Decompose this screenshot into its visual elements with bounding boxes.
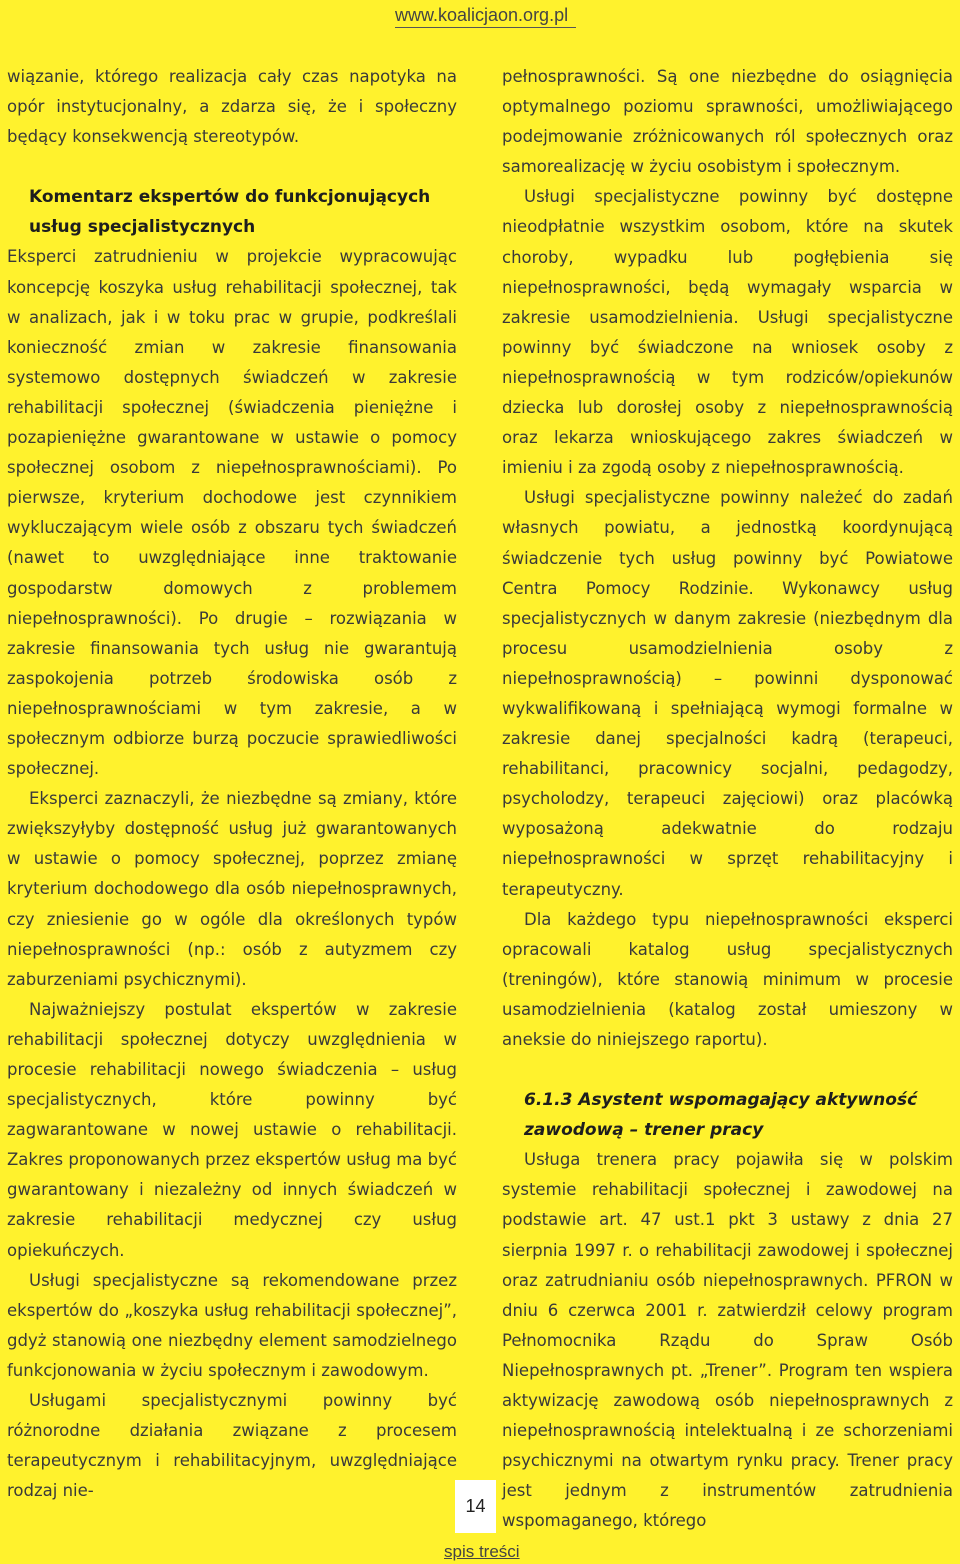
paragraph: Eksperci zaznaczyli, że niezbędne są zmiany, które zwiększyłyby dostępność usług już gwarantowanych w ustawie o pomocy społecznej, poprzez zmianę kryterium dochodowego dla osób niepełnosprawnych, czy zniesienie go w ogóle dla określonych typów niepełnosprawności (np.: osób z autyzmem czy zaburzeniami psychicznymi). xyxy=(7,789,457,989)
section-heading: Komentarz ekspertów do funkcjonujących usług specjalistycznych xyxy=(29,187,431,238)
page-number: 14 xyxy=(455,1480,496,1533)
paragraph: wiązanie, którego realizacja cały czas napotyka na opór instytucjonalny, a zdarza się, że i społeczny będący konsekwencją stereotypów. xyxy=(7,67,457,147)
paragraph: Usługami specjalistycznymi powinny być różnorodne działania związane z procesem terapeutycznym i rehabilitacyjnym, uwzględniające rodzaj nie- xyxy=(7,1391,457,1501)
subsection-heading: 6.1.3 Asystent wspomagający aktywność zawodową – trener pracy xyxy=(524,1090,918,1141)
table-of-contents-link[interactable]: spis treści xyxy=(444,1542,520,1561)
right-column xyxy=(502,62,953,1537)
paragraph: Usługi specjalistyczne powinny być dostępne nieodpłatnie wszystkim osobom, które na skutek choroby, wypadku lub pogłębienia się niepełnosprawności, będą wymagały wsparcia w zakresie usamodzielnienia. Usługi specjalistyczne powinny być świadczone na wniosek osoby z niepełnosprawnością w tym rodziców/opiekunów dziecka lub dorosłej osoby z niepełnosprawnością oraz lekarza wnioskującego zakres świadczeń w imieniu i za zgodą osoby z niepełnosprawnością. xyxy=(502,187,953,478)
paragraph: Usługa trenera pracy pojawiła się w polskim systemie rehabilitacji społecznej i zawodowej na podstawie art. 47 ust.1 pkt 3 ustawy z dnia 27 sierpnia 1997 r. o rehabilitacji zawodowej i społecznej oraz zatrudnianiu osób niepełnosprawnych. PFRON w dniu 6 czerwca 2001 r. zatwierdził celowy program Pełnomocnika Rządu do Spraw Osób Niepełnosprawnych pt. „Trener”. Program ten wspiera aktywizację zawodową osób niepełnosprawnych z niepełnosprawnością intelektualną i ze schorzeniami psychicznymi na otwartym rynku pracy. Trener pracy jest jednym z instrumentów zatrudnienia wspomaganego, którego xyxy=(502,1150,953,1531)
paragraph: Najważniejszy postulat ekspertów w zakresie rehabilitacji społecznej dotyczy uwzględnienia w procesie rehabilitacji nowego świadczenia – usług specjalistycznych, które powinny być zagwarantowane w nowej ustawie o rehabilitacji. Zakres proponowanych przez ekspertów usług ma być gwarantowany i niezależny od innych świadczeń w zakresie rehabilitacji medycznej czy usług opiekuńczych. xyxy=(7,999,457,1260)
website-link[interactable]: www.koalicjaon.org.pl xyxy=(395,4,576,28)
paragraph: pełnosprawności. Są one niezbędne do osiągnięcia optymalnego poziomu sprawności, umożliwiającego podejmowanie zróżnicowanych ról społecznych oraz samorealizację w życiu osobistym i społecznym. xyxy=(502,67,953,177)
paragraph: Dla każdego typu niepełnosprawności eksperci opracowali katalog usług specjalistycznych (treningów), które stanowią minimum w procesie usamodzielnienia (katalog został umieszony w aneksie do niniejszego raportu). xyxy=(502,909,953,1049)
paragraph: Usługi specjalistyczne są rekomendowane przez ekspertów do „koszyka usług rehabilitacji społecznej”, gdyż stanowią one niezbędny element samodzielnego funkcjonowania w życiu społecznym i zawodowym. xyxy=(7,1270,457,1380)
paragraph: Usługi specjalistyczne powinny należeć do zadań własnych powiatu, a jednostką koordynującą świadczenie tych usług powinny być Powiatowe Centra Pomocy Rodzinie. Wykonawcy usług specjalistycznych w danym zakresie (niezbędnym dla procesu usamodzielnienia osoby z niepełnosprawnością) – powinni dysponować wykwalifikowaną i spełniającą wymogi formalne w zakresie danej specjalności kadrą (terapeuci, rehabilitanci, pracownicy socjalni, pedagodzy, psycholodzy, terapeuci zajęciowi) oraz placówką wyposażoną adekwatnie do rodzaju niepełnosprawności w sprzęt rehabilitacyjny i terapeutyczny. xyxy=(502,488,953,899)
left-column xyxy=(7,62,457,1506)
paragraph: Eksperci zatrudnieniu w projekcie wypracowując koncepcję koszyka usług rehabilitacji społecznej, tak w analizach, jak i w toku prac w grupie, podkreślali konieczność zmian w zakresie finansowania systemowo dostępnych świadczeń w zakresie rehabilitacji społecznej (świadczenia pieniężne i pozapieniężne gwarantowane w ustawie o pomocy społecznej osobom z niepełnosprawnościami). Po pierwsze, kryterium dochodowe jest czynnikiem wykluczającym wiele osób z obszaru tych świadczeń (nawet to uwzględniające inne traktowanie gospodarstw domowych z problemem niepełnosprawności). Po drugie – rozwiązania w zakresie finansowania tych usług nie gwarantują zaspokojenia potrzeb środowiska osób z niepełnosprawnościami w tym zakresie, a w społecznym odbiorze burzą poczucie sprawiedliwości społecznej. xyxy=(7,247,457,779)
